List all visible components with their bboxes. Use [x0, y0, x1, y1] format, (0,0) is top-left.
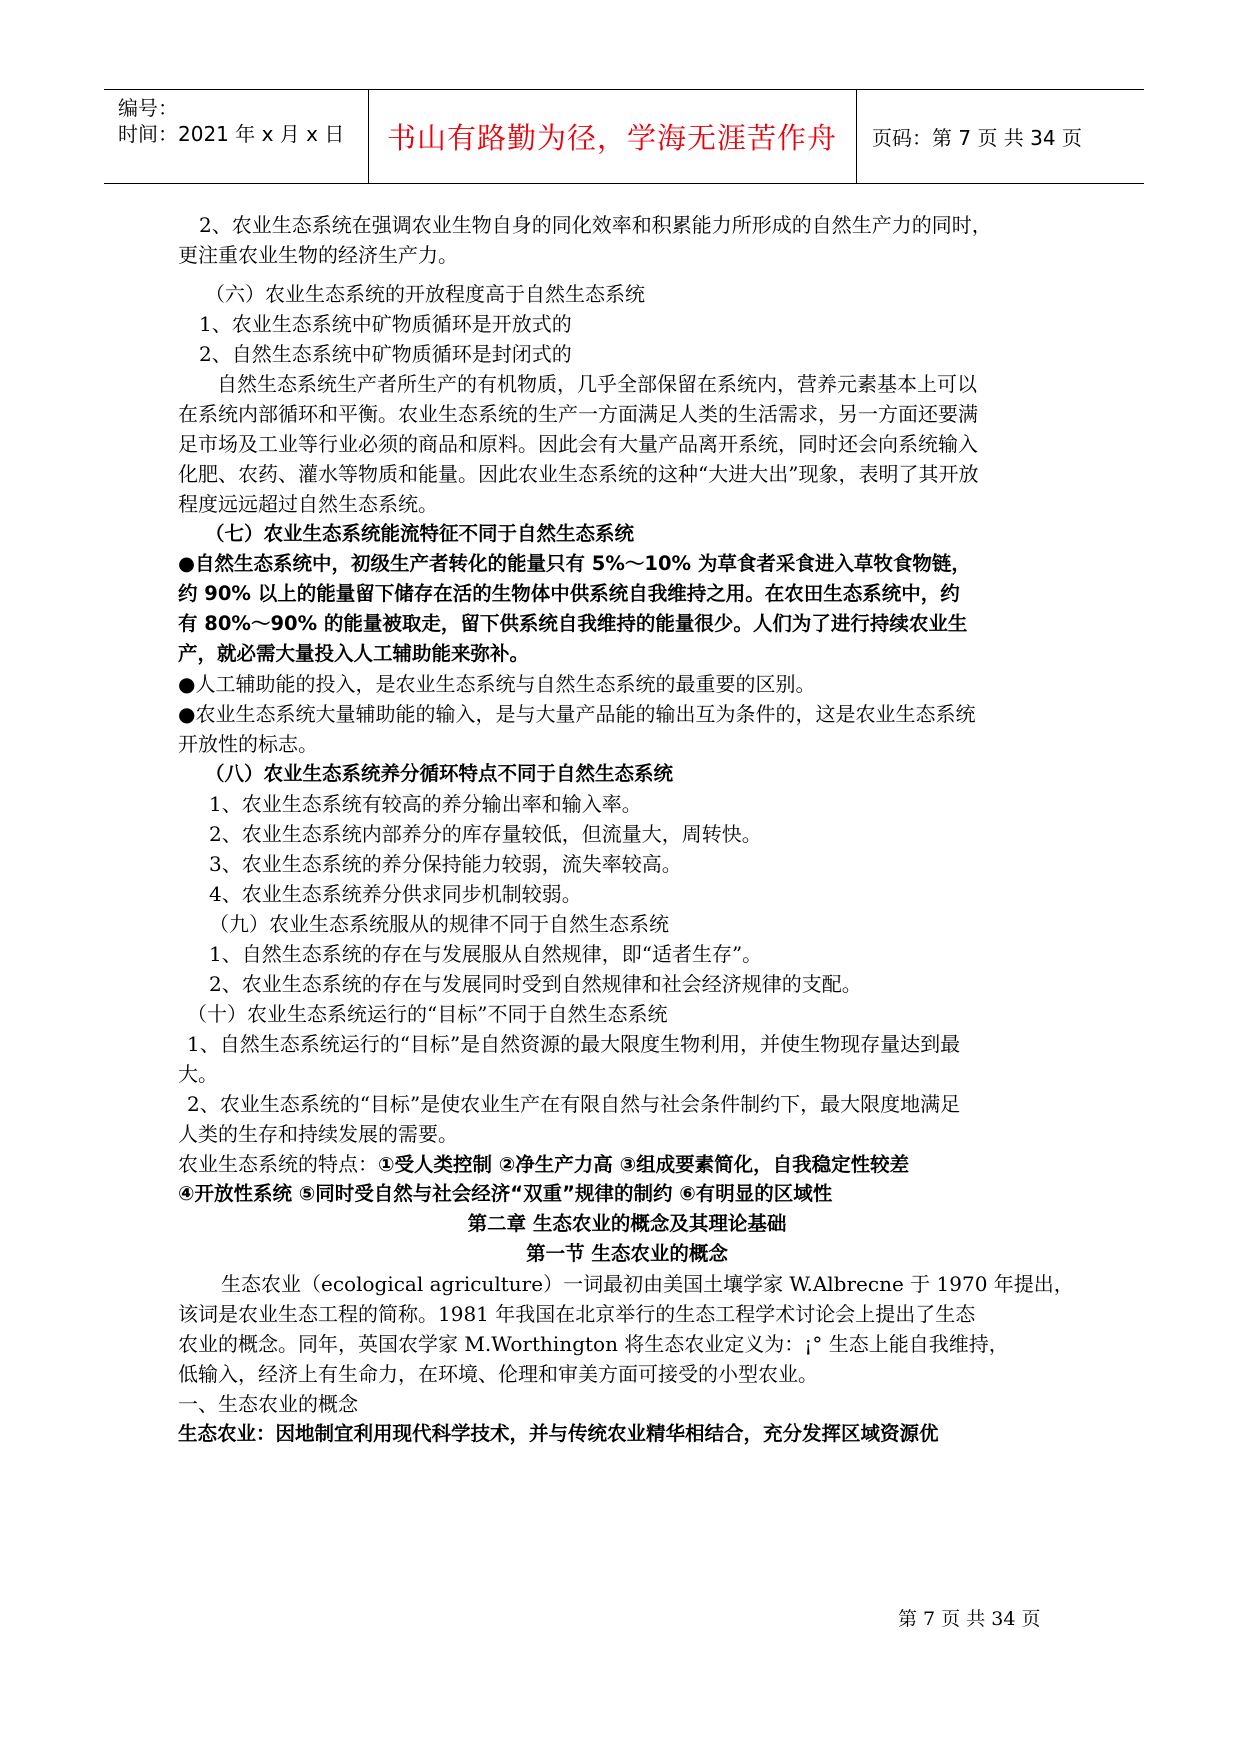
chapter-title: 第二章 生态农业的概念及其理论基础 — [467, 1212, 787, 1235]
body-line: 该词是农业生态工程的简称。1981 年我国在北京举行的生态工程学术讨论会上提出了生态 — [178, 1302, 976, 1326]
section-heading: （六）农业生态系统的开放程度高于自然生态系统 — [205, 282, 645, 306]
features-list: ④开放性系统 ⑤同时受自然与社会经济“双重”规律的制约 ⑥有明显的区域性 — [178, 1182, 833, 1205]
header-page-number: 页码：第 7 页 共 34 页 — [872, 126, 1082, 150]
body-line: 在系统内部循环和平衡。农业生态系统的生产一方面满足人类的生活需求，另一方面还要满 — [178, 402, 978, 426]
body-line: 生态农业（ecological agriculture）一词最初由美国土壤学家 W.Albrecne 于 1970 年提出， — [221, 1272, 1074, 1296]
page-footer: 第 7 页 共 34 页 — [898, 1608, 1041, 1630]
body-line: 4、农业生态系统养分供求同步机制较弱。 — [209, 882, 582, 906]
header-motto: 书山有路勤为径，学海无涯苦作舟 — [386, 121, 837, 155]
body-line: 1、农业生态系统中矿物质循环是开放式的 — [199, 312, 572, 336]
header-time: 时间：2021 年 x 月 x 日 — [118, 122, 345, 146]
body-line: 足市场及工业等行业必须的商品和原料。因此会有大量产品离开系统，同时还会向系统输入 — [178, 432, 978, 456]
body-line: 2、自然生态系统中矿物质循环是封闭式的 — [199, 342, 572, 366]
body-line: 自然生态系统生产者所生产的有机物质，几乎全部保留在系统内，营养元素基本上可以 — [217, 372, 977, 396]
body-line: 2、农业生态系统的存在与发展同时受到自然规律和社会经济规律的支配。 — [209, 972, 862, 996]
section-heading: （八）农业生态系统养分循环特点不同于自然生态系统 — [205, 762, 674, 785]
body-line: 开放性的标志。 — [178, 732, 318, 756]
body-line: 1、自然生态系统的存在与发展服从自然规律，即“适者生存”。 — [209, 942, 763, 966]
body-line: ●人工辅助能的投入，是农业生态系统与自然生态系统的最重要的区别。 — [178, 672, 816, 696]
section-title: 第一节 生态农业的概念 — [526, 1242, 728, 1265]
body-line: 程度远远超过自然生态系统。 — [178, 492, 438, 516]
body-line: 大。 — [178, 1062, 218, 1086]
body-line: 2、农业生态系统的“目标”是使农业生产在有限自然与社会条件制约下，最大限度地满足 — [187, 1092, 961, 1116]
body-line: 农业的概念。同年，英国农学家 M.Worthington 将生态农业定义为：¡° 生态上能自我维持， — [178, 1332, 1009, 1356]
bold-line: 生态农业：因地制宜利用现代科学技术，并与传统农业精华相结合，充分发挥区域资源优 — [178, 1422, 939, 1445]
bold-line: 有 80%～90% 的能量被取走，留下供系统自我维持的能量很少。人们为了进行持续农业生 — [178, 612, 968, 635]
header-divider — [856, 90, 857, 183]
features-prefix: 农业生态系统的特点： — [178, 1152, 378, 1176]
bold-line: 约 90% 以上的能量留下储存在活的生物体中供系统自我维持之用。在农田生态系统中，约 — [178, 582, 960, 605]
body-line: 人类的生存和持续发展的需要。 — [178, 1122, 458, 1146]
subsection-heading: 一、生态农业的概念 — [178, 1392, 358, 1416]
section-heading: （九）农业生态系统服从的规律不同于自然生态系统 — [209, 912, 669, 936]
body-line: 2、农业生态系统在强调农业生物自身的同化效率和积累能力所形成的自然生产力的同时， — [199, 213, 992, 237]
body-line: 低输入，经济上有生命力，在环境、伦理和审美方面可接受的小型农业。 — [178, 1362, 818, 1386]
features-list: ①受人类控制 ②净生产力高 ③组成要素简化，自我稳定性较差 — [378, 1153, 910, 1176]
body-line: 更注重农业生物的经济生产力。 — [178, 243, 458, 267]
header-meta — [118, 95, 344, 147]
section-heading: （七）农业生态系统能流特征不同于自然生态系统 — [205, 522, 635, 545]
body-line: ●农业生态系统大量辅助能的输入，是与大量产品能的输出互为条件的，这是农业生态系统 — [178, 702, 976, 726]
body-line: 化肥、农药、灌水等物质和能量。因此农业生态系统的这种“大进大出”现象，表明了其开放 — [178, 462, 979, 486]
body-line: 3、农业生态系统的养分保持能力较弱，流失率较高。 — [209, 852, 682, 876]
header-number: 编号： — [118, 96, 178, 120]
bold-line: 产，就必需大量投入人工辅助能来弥补。 — [178, 642, 530, 665]
features-label — [178, 1149, 909, 1180]
bold-line: ●自然生态系统中，初级生产者转化的能量只有 5%～10% 为草食者采食进入草牧食物链， — [178, 552, 971, 575]
section-heading: （十）农业生态系统运行的“目标”不同于自然生态系统 — [187, 1002, 668, 1026]
body-line: 1、农业生态系统有较高的养分输出率和输入率。 — [209, 792, 642, 816]
page-header — [104, 89, 1144, 184]
body-line: 1、自然生态系统运行的“目标”是自然资源的最大限度生物利用，并使生物现存量达到最 — [187, 1032, 961, 1056]
body-line: 2、农业生态系统内部养分的库存量较低，但流量大，周转快。 — [209, 822, 762, 846]
